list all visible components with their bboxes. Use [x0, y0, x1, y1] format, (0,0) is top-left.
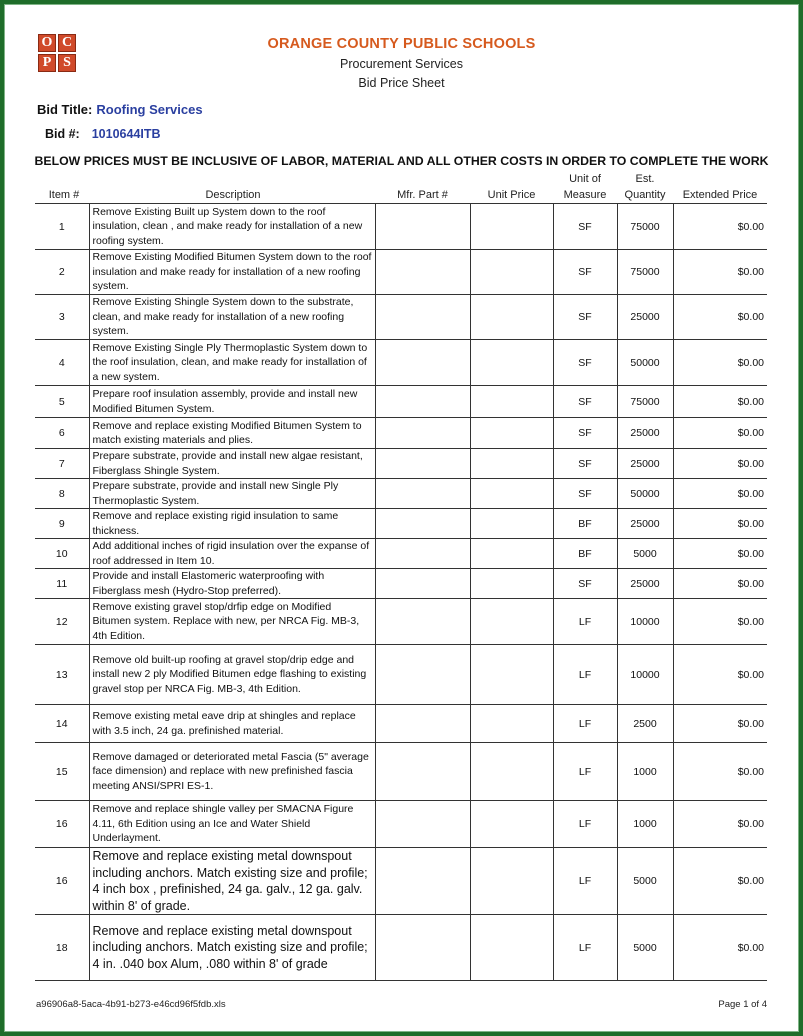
- bid-number-line: [45, 127, 161, 141]
- unit-of-measure: LF: [553, 705, 617, 743]
- extended-price: $0.00: [673, 204, 767, 250]
- est-quantity: 25000: [617, 295, 673, 340]
- table-row: [35, 418, 767, 449]
- item-number: 12: [35, 599, 89, 645]
- item-number: 7: [35, 449, 89, 479]
- extended-price: $0.00: [673, 569, 767, 599]
- extended-price: $0.00: [673, 705, 767, 743]
- unit-of-measure: LF: [553, 801, 617, 848]
- item-number: 13: [35, 645, 89, 705]
- department-title: Procurement Services: [340, 57, 463, 71]
- item-number: 4: [35, 340, 89, 386]
- mfr-part-cell[interactable]: [375, 509, 470, 539]
- est-quantity: 50000: [617, 479, 673, 509]
- extended-price: $0.00: [673, 915, 767, 981]
- est-quantity: 1000: [617, 743, 673, 801]
- unit-of-measure: SF: [553, 449, 617, 479]
- est-quantity: 5000: [617, 848, 673, 915]
- est-quantity: 25000: [617, 418, 673, 449]
- col-header-description: Description: [205, 189, 261, 201]
- table-row: [35, 250, 767, 295]
- unit-of-measure: LF: [553, 645, 617, 705]
- item-description: Remove Existing Shingle System down to the substrate, clean, and make ready for installation of a new roofing system.: [89, 295, 375, 340]
- table-row: [35, 915, 767, 981]
- footer-filename: a96906a8-5aca-4b91-b273-e46cd96f5fdb.xls: [36, 999, 226, 1010]
- col-header-qty-line2: Quantity: [624, 189, 666, 201]
- extended-price: $0.00: [673, 386, 767, 418]
- mfr-part-cell[interactable]: [375, 599, 470, 645]
- unit-price-cell[interactable]: [470, 569, 553, 599]
- est-quantity: 10000: [617, 645, 673, 705]
- extended-price: $0.00: [673, 479, 767, 509]
- item-number: 6: [35, 418, 89, 449]
- bid-number-value: 1010644ITB: [91, 127, 161, 141]
- col-header-extended-price: Extended Price: [682, 189, 758, 201]
- est-quantity: 50000: [617, 340, 673, 386]
- est-quantity: 25000: [617, 509, 673, 539]
- table-row: [35, 848, 767, 915]
- item-number: 5: [35, 386, 89, 418]
- table-row: [35, 204, 767, 250]
- item-description: Prepare substrate, provide and install new algae resistant, Fiberglass Shingle System.: [89, 449, 375, 479]
- mfr-part-cell[interactable]: [375, 479, 470, 509]
- bid-number-label: Bid #:: [45, 127, 80, 141]
- item-description: Prepare roof insulation assembly, provide and install new Modified Bitumen System.: [89, 386, 375, 418]
- mfr-part-cell[interactable]: [375, 645, 470, 705]
- bid-title-value: Roofing Services: [96, 102, 203, 117]
- mfr-part-cell[interactable]: [375, 705, 470, 743]
- bid-title-label: Bid Title:: [37, 102, 93, 117]
- item-description: Add additional inches of rigid insulation over the expanse of roof addressed in Item 10.: [89, 539, 375, 569]
- item-description: Remove Existing Built up System down to the roof insulation, clean , and make ready for installation of a new roofing system.: [89, 204, 375, 250]
- document-title: Bid Price Sheet: [358, 76, 445, 90]
- item-description: Remove and replace existing rigid insulation to same thickness.: [89, 509, 375, 539]
- mfr-part-cell[interactable]: [375, 340, 470, 386]
- item-description: Remove damaged or deteriorated metal Fascia (5" average face dimension) and replace with new prefinished fascia meeting ANSI/SPRI ES-1.: [89, 743, 375, 801]
- mfr-part-cell[interactable]: [375, 539, 470, 569]
- pricing-notice: BELOW PRICES MUST BE INCLUSIVE OF LABOR, MATERIAL AND ALL OTHER COSTS IN ORDER TO COMPLETE THE WORK: [34, 154, 769, 168]
- col-header-unit-price: Unit Price: [487, 189, 536, 201]
- table-row: [35, 386, 767, 418]
- item-description: Remove and replace existing Modified Bitumen System to match existing materials and plies.: [89, 418, 375, 449]
- est-quantity: 1000: [617, 801, 673, 848]
- unit-of-measure: BF: [553, 539, 617, 569]
- col-header-uom-line1: Unit of: [569, 173, 601, 185]
- unit-of-measure: SF: [553, 340, 617, 386]
- est-quantity: 25000: [617, 449, 673, 479]
- mfr-part-cell[interactable]: [375, 743, 470, 801]
- table-row: [35, 539, 767, 569]
- unit-of-measure: LF: [553, 599, 617, 645]
- extended-price: $0.00: [673, 801, 767, 848]
- item-number: 18: [35, 915, 89, 981]
- col-header-uom-line2: Measure: [563, 189, 607, 201]
- mfr-part-cell[interactable]: [375, 386, 470, 418]
- mfr-part-cell[interactable]: [375, 295, 470, 340]
- mfr-part-cell[interactable]: [375, 848, 470, 915]
- item-number: 10: [35, 539, 89, 569]
- unit-of-measure: SF: [553, 418, 617, 449]
- table-row: [35, 743, 767, 801]
- unit-price-cell[interactable]: [470, 801, 553, 848]
- extended-price: $0.00: [673, 250, 767, 295]
- table-row: [35, 340, 767, 386]
- item-description: Remove existing metal eave drip at shingles and replace with 3.5 inch, 24 ga. prefinished material.: [89, 705, 375, 743]
- unit-price-cell[interactable]: [470, 418, 553, 449]
- bid-title-line: [37, 102, 203, 117]
- table-row: [35, 569, 767, 599]
- unit-price-cell[interactable]: [470, 539, 553, 569]
- item-number: 16: [35, 801, 89, 848]
- unit-of-measure: LF: [553, 743, 617, 801]
- est-quantity: 10000: [617, 599, 673, 645]
- item-description: Remove old built-up roofing at gravel stop/drip edge and install new 2 ply Modified Bitumen edge flashing to existing gravel stop per NRCA Fig. MB-3, 4th Edition.: [89, 645, 375, 705]
- org-title: ORANGE COUNTY PUBLIC SCHOOLS: [267, 36, 536, 52]
- unit-price-cell[interactable]: [470, 509, 553, 539]
- unit-of-measure: BF: [553, 509, 617, 539]
- item-number: 15: [35, 743, 89, 801]
- col-header-mfr-part: Mfr. Part #: [397, 189, 448, 201]
- mfr-part-cell[interactable]: [375, 418, 470, 449]
- est-quantity: 5000: [617, 539, 673, 569]
- item-number: 8: [35, 479, 89, 509]
- item-number: 16: [35, 848, 89, 915]
- col-header-item: Item #: [48, 189, 80, 201]
- unit-price-cell[interactable]: [470, 204, 553, 250]
- unit-price-cell[interactable]: [470, 599, 553, 645]
- extended-price: $0.00: [673, 539, 767, 569]
- item-number: 9: [35, 509, 89, 539]
- unit-of-measure: LF: [553, 915, 617, 981]
- mfr-part-cell[interactable]: [375, 204, 470, 250]
- unit-of-measure: SF: [553, 204, 617, 250]
- est-quantity: 25000: [617, 569, 673, 599]
- table-row: [35, 295, 767, 340]
- table-row: [35, 479, 767, 509]
- table-row: [35, 509, 767, 539]
- item-description: Remove Existing Modified Bitumen System down to the roof insulation and make ready for installation of a new roofing system.: [89, 250, 375, 295]
- logo-letter: O: [38, 34, 56, 52]
- table-row: [35, 801, 767, 848]
- unit-of-measure: SF: [553, 386, 617, 418]
- unit-of-measure: SF: [553, 479, 617, 509]
- extended-price: $0.00: [673, 340, 767, 386]
- unit-of-measure: SF: [553, 250, 617, 295]
- col-header-qty-line1: Est.: [635, 173, 655, 185]
- logo-letter: P: [38, 54, 56, 72]
- logo-letter: S: [58, 54, 76, 72]
- item-description: Remove and replace shingle valley per SMACNA Figure 4.11, 6th Edition using an Ice and Water Shield Underlayment.: [89, 801, 375, 848]
- unit-price-cell[interactable]: [470, 295, 553, 340]
- unit-price-cell[interactable]: [470, 479, 553, 509]
- unit-price-cell[interactable]: [470, 645, 553, 705]
- table-row: [35, 705, 767, 743]
- unit-price-cell[interactable]: [470, 449, 553, 479]
- mfr-part-cell[interactable]: [375, 250, 470, 295]
- mfr-part-cell[interactable]: [375, 449, 470, 479]
- item-number: 2: [35, 250, 89, 295]
- extended-price: $0.00: [673, 449, 767, 479]
- unit-of-measure: LF: [553, 848, 617, 915]
- unit-of-measure: SF: [553, 569, 617, 599]
- unit-price-cell[interactable]: [470, 743, 553, 801]
- unit-price-cell[interactable]: [470, 386, 553, 418]
- mfr-part-cell[interactable]: [375, 569, 470, 599]
- extended-price: $0.00: [673, 509, 767, 539]
- unit-of-measure: SF: [553, 295, 617, 340]
- est-quantity: 5000: [617, 915, 673, 981]
- item-description: Provide and install Elastomeric waterproofing with Fiberglass mesh (Hydro-Stop preferred).: [89, 569, 375, 599]
- unit-price-cell[interactable]: [470, 848, 553, 915]
- est-quantity: 2500: [617, 705, 673, 743]
- item-number: 3: [35, 295, 89, 340]
- item-number: 14: [35, 705, 89, 743]
- logo-letter: C: [58, 34, 76, 52]
- unit-price-cell[interactable]: [470, 340, 553, 386]
- est-quantity: 75000: [617, 204, 673, 250]
- item-number: 1: [35, 204, 89, 250]
- est-quantity: 75000: [617, 250, 673, 295]
- table-row: [35, 645, 767, 705]
- item-description: Remove and replace existing metal downspout including anchors. Match existing size and profile; 4 in. .040 box Alum, .080 within 8' of grade: [89, 915, 375, 981]
- est-quantity: 75000: [617, 386, 673, 418]
- extended-price: $0.00: [673, 418, 767, 449]
- unit-price-cell[interactable]: [470, 250, 553, 295]
- extended-price: $0.00: [673, 295, 767, 340]
- mfr-part-cell[interactable]: [375, 801, 470, 848]
- item-description: Prepare substrate, provide and install new Single Ply Thermoplastic System.: [89, 479, 375, 509]
- item-description: Remove existing gravel stop/drfip edge on Modified Bitumen system. Replace with new, per NRCA Fig. MB-3, 4th Edition.: [89, 599, 375, 645]
- unit-price-cell[interactable]: [470, 705, 553, 743]
- extended-price: $0.00: [673, 848, 767, 915]
- unit-price-cell[interactable]: [470, 915, 553, 981]
- price-table: [35, 203, 767, 981]
- item-description: Remove Existing Single Ply Thermoplastic System down to the roof insulation, clean, and make ready for installation of a new system.: [89, 340, 375, 386]
- extended-price: $0.00: [673, 743, 767, 801]
- item-number: 11: [35, 569, 89, 599]
- table-row: [35, 599, 767, 645]
- footer-page-number: Page 1 of 4: [718, 999, 767, 1010]
- table-row: [35, 449, 767, 479]
- mfr-part-cell[interactable]: [375, 915, 470, 981]
- item-description: Remove and replace existing metal downspout including anchors. Match existing size and profile; 4 inch box , prefinished, 24 ga. galv., 12 ga. galv. within 8' of grade.: [89, 848, 375, 915]
- extended-price: $0.00: [673, 599, 767, 645]
- extended-price: $0.00: [673, 645, 767, 705]
